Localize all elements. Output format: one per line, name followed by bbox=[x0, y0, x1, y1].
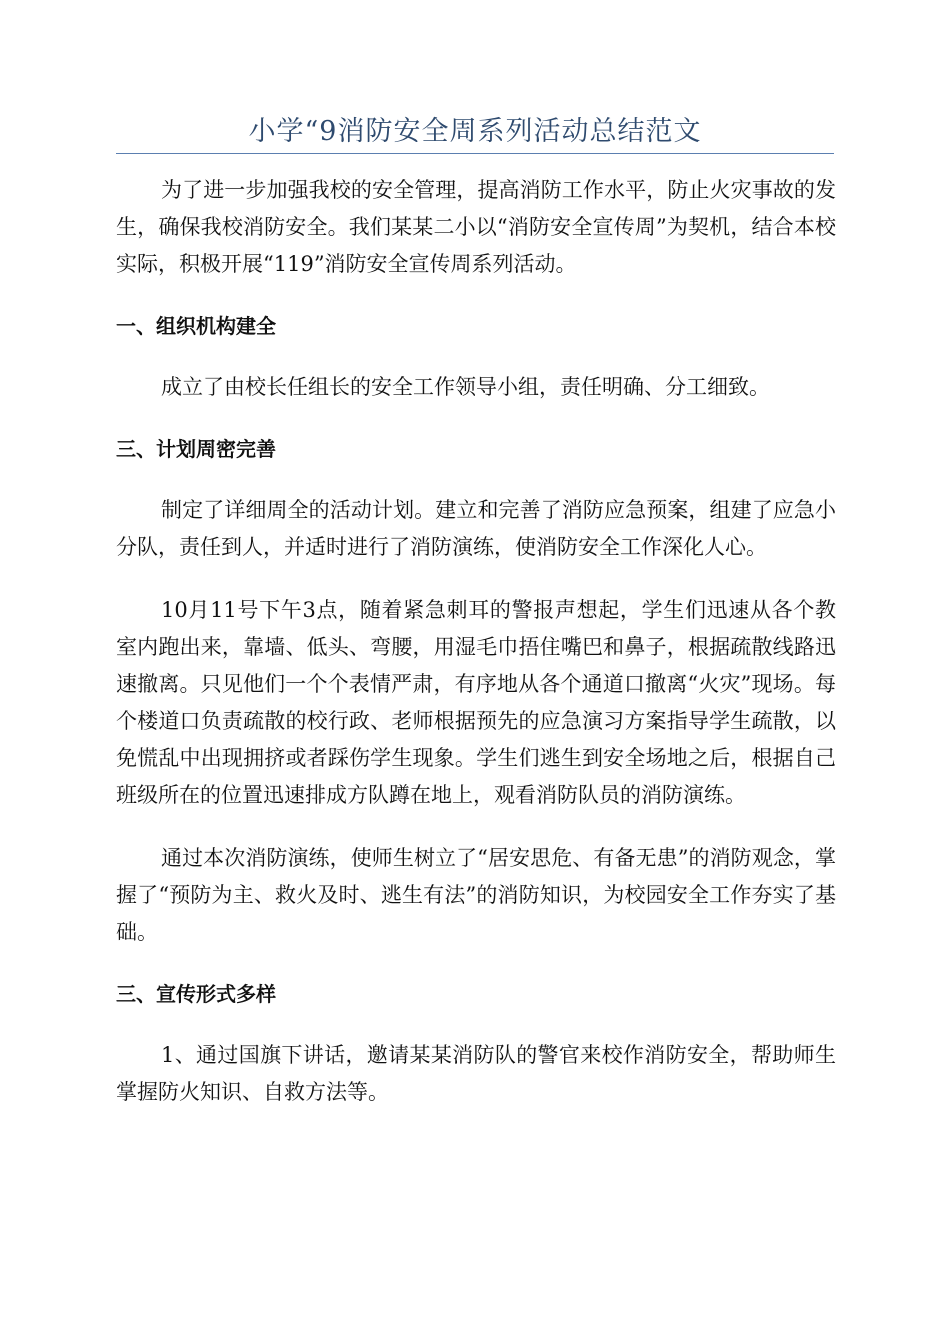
title-underline bbox=[116, 153, 834, 154]
section-heading-publicity: 三、宣传形式多样 bbox=[116, 982, 276, 1006]
section-heading-planning: 三、计划周密完善 bbox=[116, 437, 276, 461]
paragraph-publicity-item-1: 1、通过国旗下讲话，邀请某某消防队的警官来校作消防安全，帮助师生掌握防火知识、自救方法等。 bbox=[116, 1043, 836, 1104]
paragraph-intro: 为了进一步加强我校的安全管理，提高消防工作水平，防止火灾事故的发生，确保我校消防安全。我们某某二小以“消防安全宣传周”为契机，结合本校实际，积极开展“119”消防安全宣传周系列活动。 bbox=[116, 178, 836, 276]
document-title: 小学“9消防安全周系列活动总结范文 bbox=[248, 116, 702, 147]
paragraph-organization: 成立了由校长任组长的安全工作领导小组，责任明确、分工细致。 bbox=[161, 375, 770, 399]
document-body bbox=[116, 172, 836, 1137]
paragraph-planning: 制定了详细周全的活动计划。建立和完善了消防应急预案，组建了应急小分队，责任到人，并适时进行了消防演练，使消防安全工作深化人心。 bbox=[116, 498, 836, 559]
paragraph-outcome: 通过本次消防演练，使师生树立了“居安思危、有备无患”的消防观念，掌握了“预防为主、救火及时、逃生有法”的消防知识，为校园安全工作夯实了基础。 bbox=[116, 846, 836, 944]
section-heading-organization: 一、组织机构建全 bbox=[116, 314, 276, 338]
paragraph-drill: 10月11号下午3点，随着紧急刺耳的警报声想起，学生们迅速从各个教室内跑出来，靠墙、低头、弯腰，用湿毛巾捂住嘴巴和鼻子，根据疏散线路迅速撤离。只见他们一个个表情严肃，有序地从各个通道口撤离“火灾”现场。每个楼道口负责疏散的校行政、老师根据预先的应急演习方案指导学生疏散，以免慌乱中出现拥挤或者踩伤学生现象。学生们逃生到安全场地之后，根据自己班级所在的位置迅速排成方队蹲在地上，观看消防队员的消防演练。 bbox=[116, 598, 836, 807]
